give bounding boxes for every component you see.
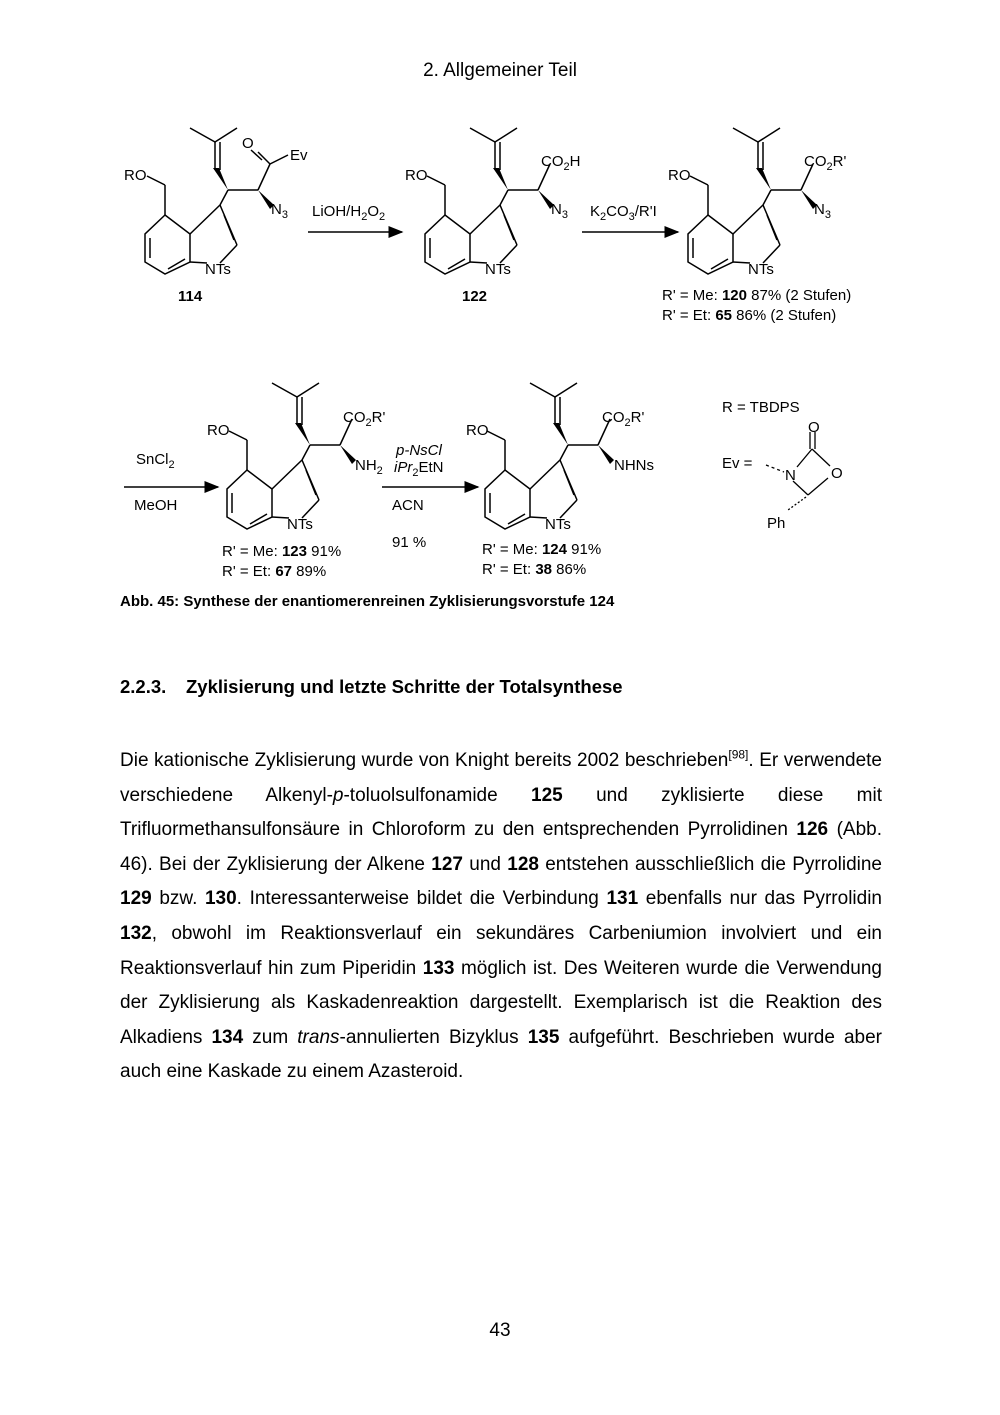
compound-123-structure: [227, 383, 356, 529]
nhns-label: NHNs: [614, 457, 654, 474]
ro-label: RO: [405, 167, 428, 184]
nh2-label: $NH_2$: [355, 457, 383, 477]
oxazolidinone-carbonyl-o: O: [808, 419, 820, 436]
reagent-k2co3: $K_2CO_3/R'I$: [590, 203, 657, 223]
yield-67-et: R' = Et: 67 89%: [222, 563, 327, 580]
reagent-sncl2: SnCl$_2$: [136, 451, 175, 471]
co2r-label: $CO_2R'$: [602, 409, 645, 429]
compound-122-structure: [425, 128, 554, 274]
nts-label: NTs: [287, 516, 313, 533]
ev-label: Ev: [290, 147, 308, 164]
compound-114-label: 114: [178, 288, 203, 305]
ro-label: RO: [207, 422, 230, 439]
n3-label: $N_3$: [271, 201, 288, 221]
section-number: 2.2.3.: [120, 676, 167, 697]
oxazolidinone-ring-o: O: [831, 465, 843, 482]
body-paragraph: Die kationische Zyklisierung wurde von Knight bereits 2002 beschrieben[98]. Er verwendete verschiedene Alkenyl-p-toluolsulfonamide 125 und zyklisierte diese mit Trifluormethansulfonsäure in Chloroform zu den entsprechenden Pyrrolidinen 126 (Abb. 46). Bei der Zyklisierung der Alkene 127 und 128 entstehen ausschließlich die Pyrrolidine 129 bzw. 130. Interessanterweise bildet die Verbindung 131 ebenfalls nur das Pyrrolidin 132, obwohl im Reaktionsverlauf ein sekundäres Carbeniumion involviert und ein Reaktionsverlauf hin zum Piperidin 133 möglich ist. Des Weiteren wurde die Verwendung der Zyklisierung als Kaskadenreaktion dargestellt. Exemplarisch ist die Reaktion des Alkadiens 134 zum trans-annulierten Bizyklus 135 aufgeführt. Beschrieben wurde aber auch eine Kaskade zu einem Azasteroid.: [120, 747, 883, 1083]
nts-label: NTs: [545, 516, 571, 533]
ro-label: RO: [466, 422, 489, 439]
reagent-yield: 91 %: [392, 534, 427, 551]
compound-122-label: 122: [462, 288, 488, 305]
nts-label: NTs: [748, 261, 774, 278]
r-definition: R = TBDPS: [722, 399, 800, 416]
n3-label: $N_3$: [551, 201, 568, 221]
co2r-label: $CO_2R'$: [343, 409, 386, 429]
reagent-ipr2etn: iPr$_2$EtN: [394, 459, 444, 479]
section-title: Zyklisierung und letzte Schritte der Totalsynthese: [186, 676, 623, 697]
n3-label: $N_3$: [814, 201, 831, 221]
yield-38-et: R' = Et: 38 86%: [482, 561, 587, 578]
synthesis-scheme: [0, 0, 1000, 600]
ro-label: RO: [124, 167, 147, 184]
yield-123-me: R' = Me: 123 91%: [222, 543, 342, 560]
figure-caption: Abb. 45: Synthese der enantiomerenreinen Zyklisierungsvorstufe 124: [120, 593, 615, 610]
carbonyl-o-label: O: [242, 135, 254, 152]
reagent-pnscl: p-NsCl: [396, 442, 442, 459]
co2r-label: $CO_2R'$: [804, 153, 847, 173]
nts-label: NTs: [205, 261, 231, 278]
ph-label: Ph: [767, 515, 786, 532]
ev-definition: Ev =: [722, 455, 753, 472]
reagent-acn: ACN: [392, 497, 424, 514]
oxazolidinone-structure: [766, 432, 830, 510]
reference-98[interactable]: [98]: [728, 747, 749, 762]
page-header: 2. Allgemeiner Teil: [423, 60, 577, 81]
yield-120-me: R' = Me: 120 87% (2 Stufen): [662, 287, 852, 304]
yield-65-et: R' = Et: 65 86% (2 Stufen): [662, 307, 837, 324]
page-number: 43: [489, 1320, 511, 1341]
compound-114-structure: [145, 128, 288, 274]
reagent-lioh: LiOH/$H_2O_2$: [312, 203, 386, 223]
ro-label: RO: [668, 167, 691, 184]
nts-label: NTs: [485, 261, 511, 278]
compound-124-structure: [485, 383, 614, 529]
compound-120-structure: [688, 128, 817, 274]
co2h-label: $CO_2H$: [541, 153, 581, 173]
section-heading: [120, 676, 623, 698]
reagent-meoh: MeOH: [134, 497, 178, 514]
oxazolidinone-n: N: [785, 467, 796, 484]
yield-124-me: R' = Me: 124 91%: [482, 541, 602, 558]
